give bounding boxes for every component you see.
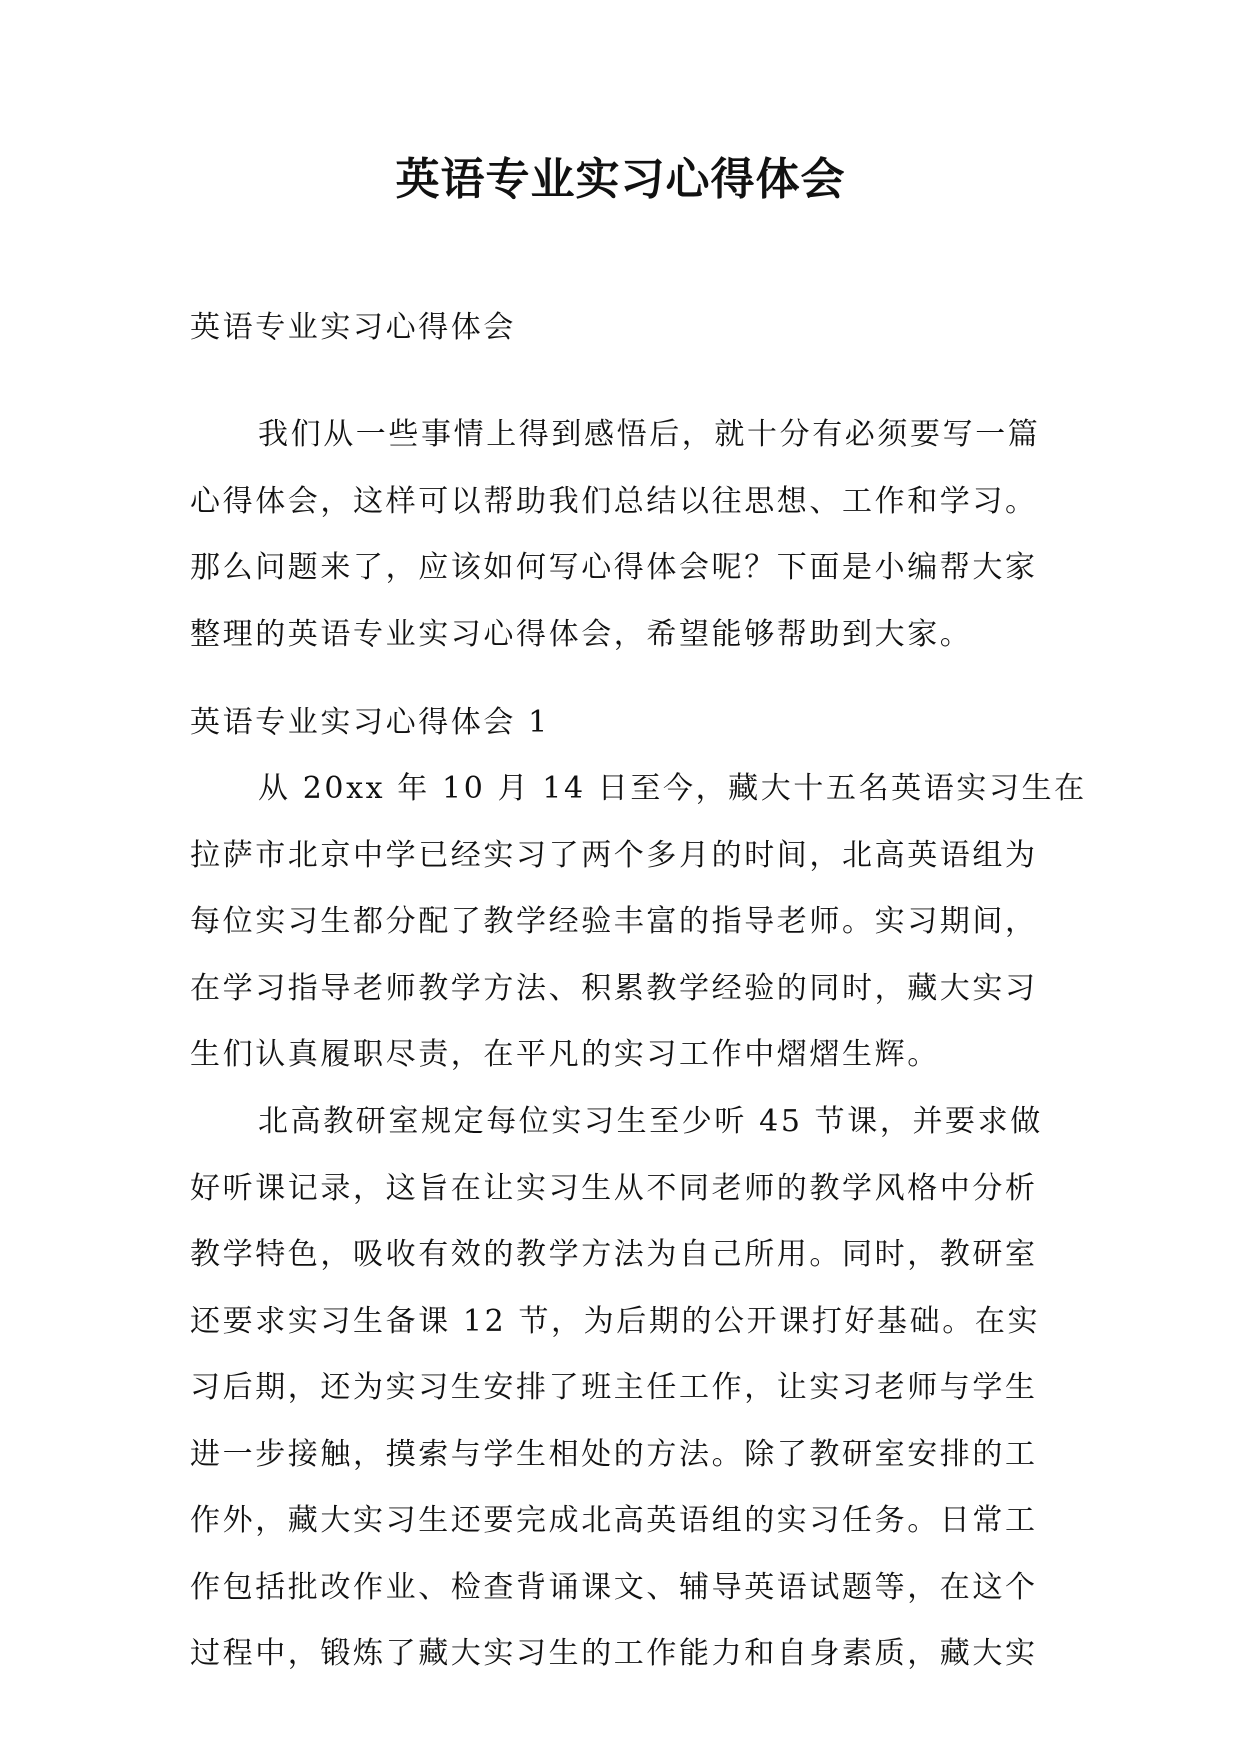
paragraph-line: 从 20xx 年 10 月 14 日至今，藏大十五名英语实习生在	[258, 771, 1087, 806]
section-heading-text: 英语专业实习心得体会 1	[190, 705, 550, 740]
paragraph-line: 还要求实习生备课 12 节，为后期的公开课打好基础。在实	[190, 1303, 1041, 1339]
paragraph-line: 教学特色，吸收有效的教学方法为自己所用。同时，教研室	[190, 1237, 1038, 1272]
paragraph-line: 在学习指导老师教学方法、积累教学经验的同时，藏大实习	[190, 970, 1038, 1006]
body-paragraph-1	[190, 756, 1090, 1089]
intro-paragraph	[190, 402, 1090, 668]
paragraph-line: 北高教研室规定每位实习生至少听 45 节课，并要求做	[258, 1104, 1043, 1139]
paragraph-line: 拉萨市北京中学已经实习了两个多月的时间，北高英语组为	[190, 837, 1038, 873]
paragraph-line: 那么问题来了，应该如何写心得体会呢？下面是小编帮大家	[190, 550, 1038, 585]
paragraph-line: 整理的英语专业实习心得体会，希望能够帮助到大家。	[190, 616, 973, 652]
section-heading	[190, 690, 1090, 757]
document-title: 英语专业实习心得体会	[395, 154, 846, 205]
paragraph-line: 我们从一些事情上得到感悟后，就十分有必须要写一篇	[258, 417, 1041, 452]
body-paragraph-2	[190, 1089, 1090, 1688]
paragraph-line: 作外，藏大实习生还要完成北高英语组的实习任务。日常工	[190, 1503, 1038, 1538]
paragraph-line: 生们认真履职尽责，在平凡的实习工作中熠熠生辉。	[190, 1037, 940, 1072]
paragraph-line: 作包括批改作业、检查背诵课文、辅导英语试题等，在这个	[190, 1569, 1038, 1605]
paragraph-line: 习后期，还为实习生安排了班主任工作，让实习老师与学生	[190, 1370, 1038, 1405]
document-subtitle	[190, 295, 1090, 362]
paragraph-line: 过程中，锻炼了藏大实习生的工作能力和自身素质，藏大实	[190, 1636, 1038, 1671]
paragraph-line: 进一步接触，摸索与学生相处的方法。除了教研室安排的工	[190, 1436, 1038, 1472]
paragraph-line: 心得体会，这样可以帮助我们总结以往思想、工作和学习。	[190, 483, 1038, 519]
paragraph-line: 好听课记录，这旨在让实习生从不同老师的教学风格中分析	[190, 1170, 1038, 1206]
subtitle-text: 英语专业实习心得体会	[190, 310, 516, 345]
paragraph-line: 每位实习生都分配了教学经验丰富的指导老师。实习期间，	[190, 904, 1038, 939]
